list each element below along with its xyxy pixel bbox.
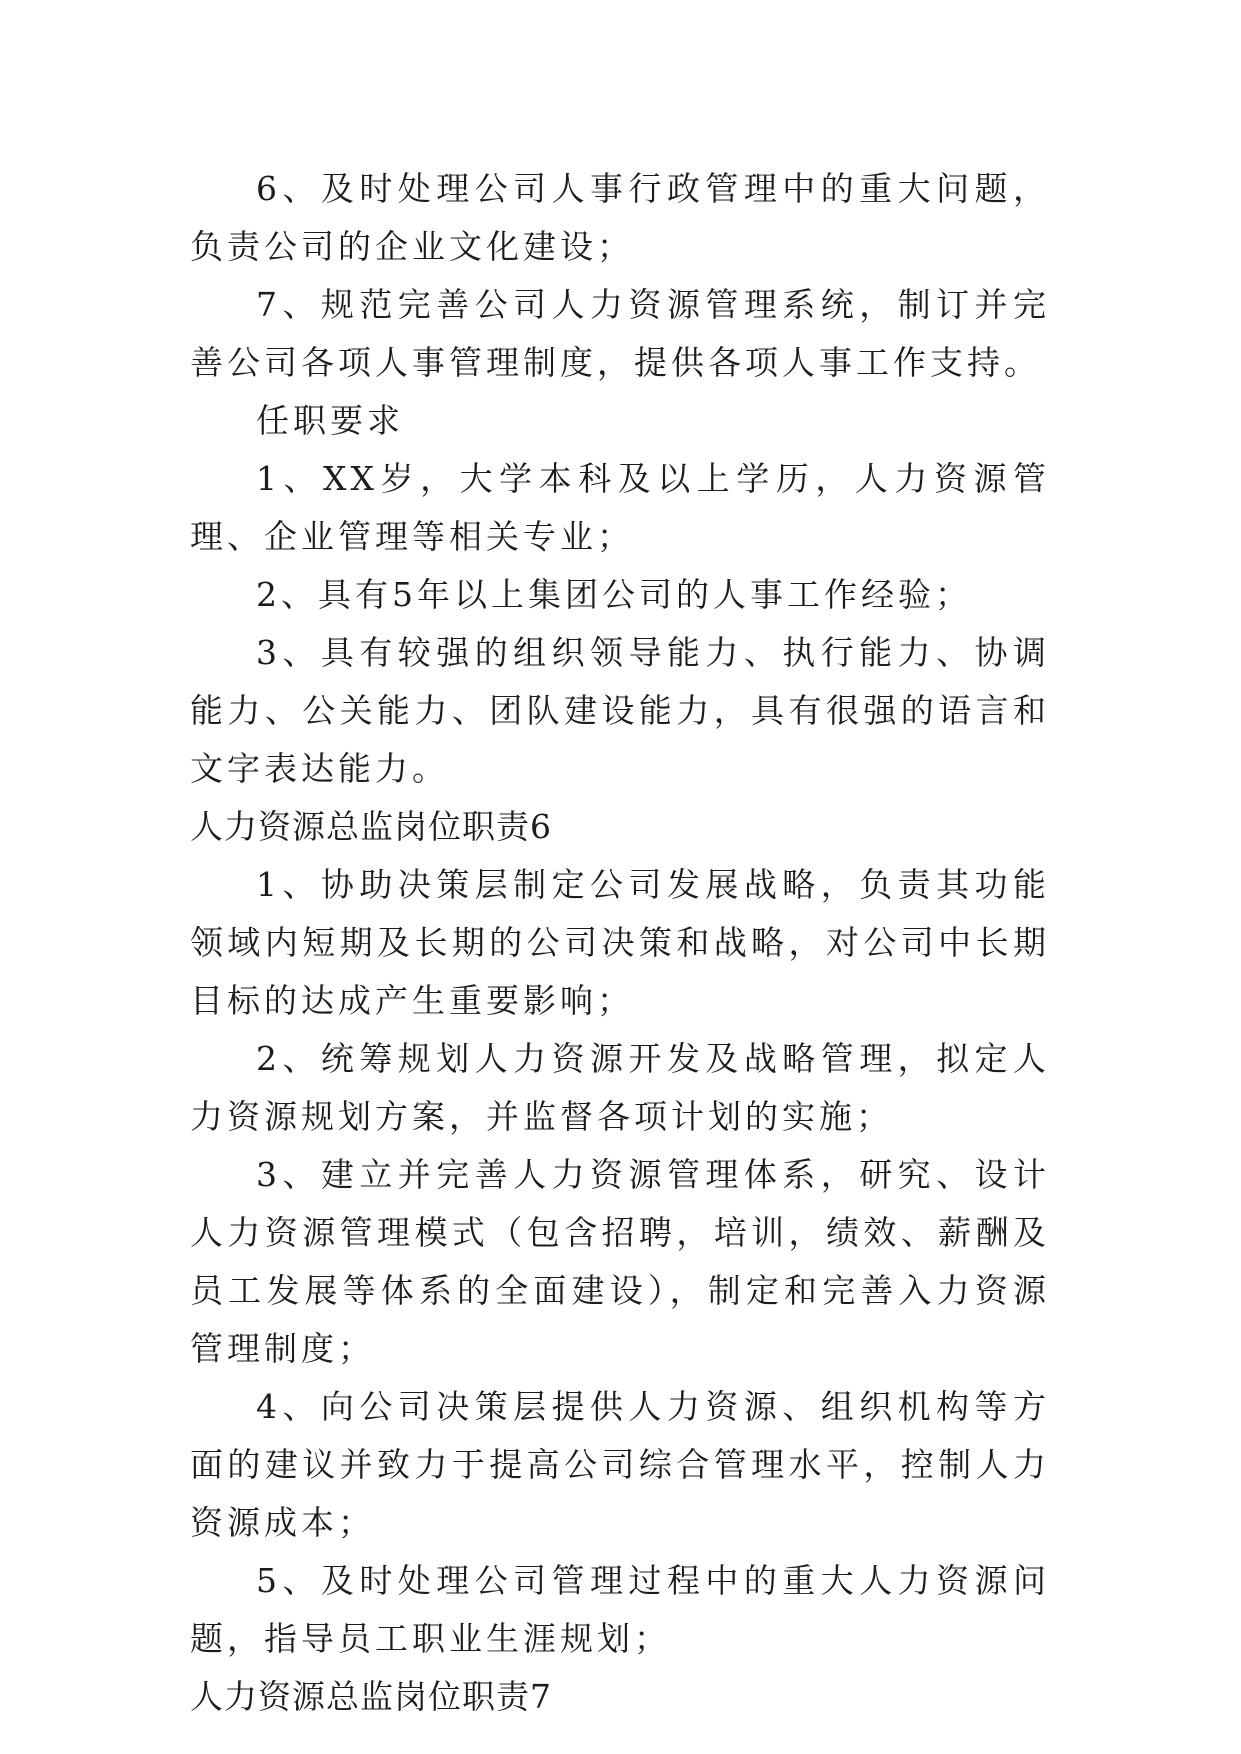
duty-item-3: 3、建立并完善人力资源管理体系，研究、设计人力资源管理模式（包含招聘，培训，绩效、薪酬及员工发展等体系的全面建设），制定和完善入力资源管理制度；: [190, 1155, 1050, 1368]
paragraph-item-7: 7、规范完善公司人力资源管理系统，制订并完善公司各项人事管理制度，提供各项人事工作支持。: [190, 285, 1050, 382]
requirement-item-1: 1、XX岁，大学本科及以上学历，人力资源管理、企业管理等相关专业；: [190, 459, 1050, 556]
requirement-item-2: 2、具有5年以上集团公司的人事工作经验；: [256, 575, 972, 614]
section-heading-7: 人力资源总监岗位职责7: [190, 1677, 552, 1716]
document-body: [190, 160, 1050, 1726]
duty-item-5: 5、及时处理公司管理过程中的重大人力资源问题，指导员工职业生涯规划；: [190, 1561, 1050, 1658]
duty-item-1: 1、协助决策层制定公司发展战略，负责其功能领域内短期及长期的公司决策和战略，对公司中长期目标的达成产生重要影响；: [190, 865, 1050, 1020]
requirements-label: 任职要求: [256, 401, 404, 440]
requirement-item-3: 3、具有较强的组织领导能力、执行能力、协调能力、公关能力、团队建设能力，具有很强的语言和文字表达能力。: [190, 633, 1050, 788]
paragraph-item-6: 6、及时处理公司人事行政管理中的重大问题，负责公司的企业文化建设；: [190, 169, 1050, 266]
section-heading-6: 人力资源总监岗位职责6: [190, 807, 552, 846]
duty-item-2: 2、统筹规划人力资源开发及战略管理，拟定人力资源规划方案，并监督各项计划的实施；: [190, 1039, 1050, 1136]
duty-item-4: 4、向公司决策层提供人力资源、组织机构等方面的建议并致力于提高公司综合管理水平，控制人力资源成本；: [190, 1387, 1050, 1542]
